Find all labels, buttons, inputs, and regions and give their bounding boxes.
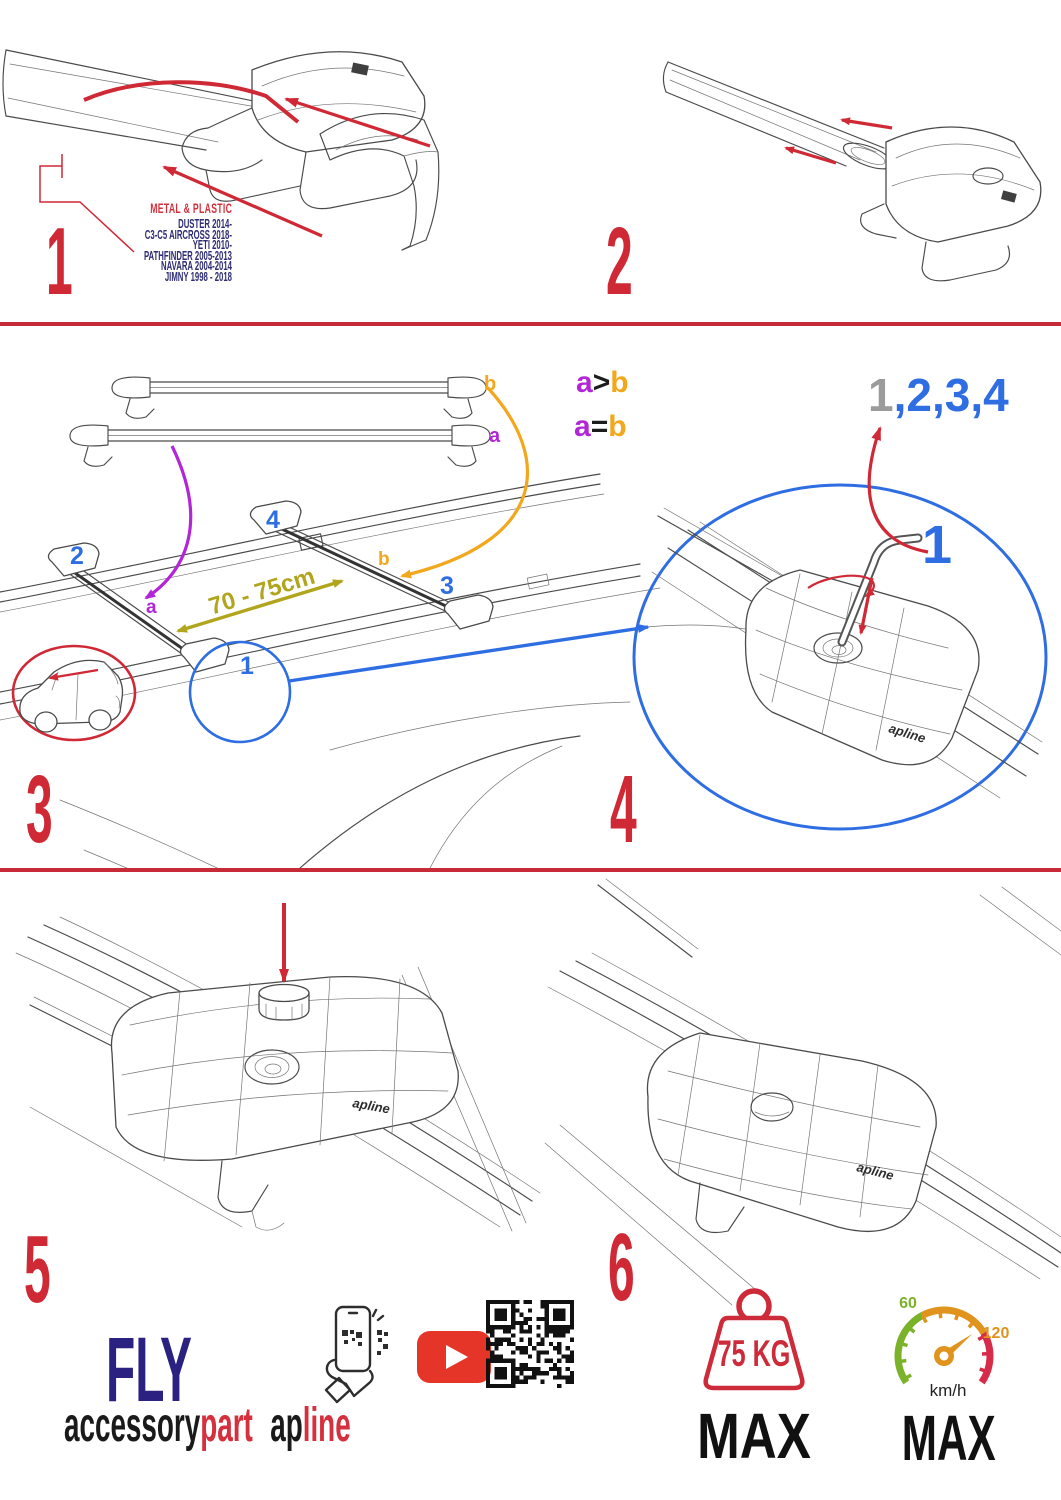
position-3-label: 3 [440,572,454,600]
vehicle-item: DUSTER 2014- [178,217,232,231]
crossbar-b-drawing [112,377,486,418]
brand-logo-on-foot: apline [887,720,928,746]
detail-connector-arrow [289,627,648,681]
rule-a-greater-b [576,368,629,398]
rule-left: a [574,410,591,443]
bar-spacing-dimension: 70 - 75cm [205,562,319,621]
car-direction-inset [13,646,135,740]
divider-line [0,322,1061,326]
steps-5-6-drawing [0,875,1061,1311]
cover-cap-drawing [259,985,309,1021]
slide-in-arrow-bottom [786,148,836,163]
vehicle-item: JIMNY 1998 - 2018 [164,269,232,284]
position-2-label: 2 [70,542,84,570]
repeat-sequence-arrow [869,428,928,552]
speed-high-label: 120 [982,1325,1010,1342]
max-speed-label: MAX [901,1402,996,1474]
crossbar-a-drawing [70,425,490,466]
bar-b-guide-curve [402,388,527,576]
line-black: ap [270,1399,303,1452]
position-1-label: 1 [240,652,254,680]
rule-right: b [608,410,627,443]
rule-right: b [610,366,629,399]
roof-drawing [0,474,770,868]
tighten-sequence-label [868,369,1009,421]
roof-a-label: a [146,597,157,618]
step-number-5: 5 [24,1216,51,1323]
sequence-first: 1 [868,369,894,421]
step4-detail-drawing [634,428,1046,829]
vehicle-item: C3-C5 AIRCROSS 2018- [144,227,232,242]
detail-position-1: 1 [922,515,953,575]
maker-black: accessory [64,1399,201,1452]
bar-a-label: a [489,425,501,447]
rule-operator: = [590,410,609,443]
step-number-4: 4 [610,756,637,863]
youtube-icon [416,1330,492,1384]
step-number-3: 3 [26,756,53,863]
vehicle-item: PATHFINDER 2005-2013 [143,248,232,263]
slide-in-arrow-top [842,120,892,128]
brand-wordmark [64,1399,351,1452]
max-weight-label: MAX [697,1400,811,1472]
step5-foot-drawing [16,903,540,1231]
step-number-2: 2 [606,208,633,315]
sequence-rest: ,2,3,4 [893,369,1009,421]
qr-code [486,1300,574,1388]
vehicle-item: YETI 2010- [192,238,232,253]
brand-logo-on-foot: apline [855,1159,896,1184]
material-label: METAL & PLASTIC [150,200,232,216]
model-name: FLY [106,1319,192,1421]
bar-b-label: b [484,373,497,395]
rule-left: a [576,366,593,399]
scan-qr-phone-icon [322,1304,392,1406]
divider-line [0,868,1061,872]
speed-unit-label: km/h [929,1381,967,1400]
rule-operator: > [592,366,611,399]
max-weight-icon [676,1282,832,1410]
roof-b-label: b [378,549,390,570]
line-red: line [302,1399,351,1452]
speed-low-label: 60 [899,1295,917,1312]
rule-a-equals-b [574,412,627,442]
step-number-1: 1 [46,208,73,315]
position-4-label: 4 [266,506,280,534]
step2-bar-foot-drawing [663,62,1040,281]
vehicle-item: NAVARA 2004-2014 [161,259,232,274]
step-number-6: 6 [608,1214,635,1321]
vehicle-list [144,219,232,283]
max-weight-value: 75 KG [717,1332,791,1375]
maker-red: part [200,1399,253,1452]
brand-logo-on-foot: apline [351,1095,392,1117]
